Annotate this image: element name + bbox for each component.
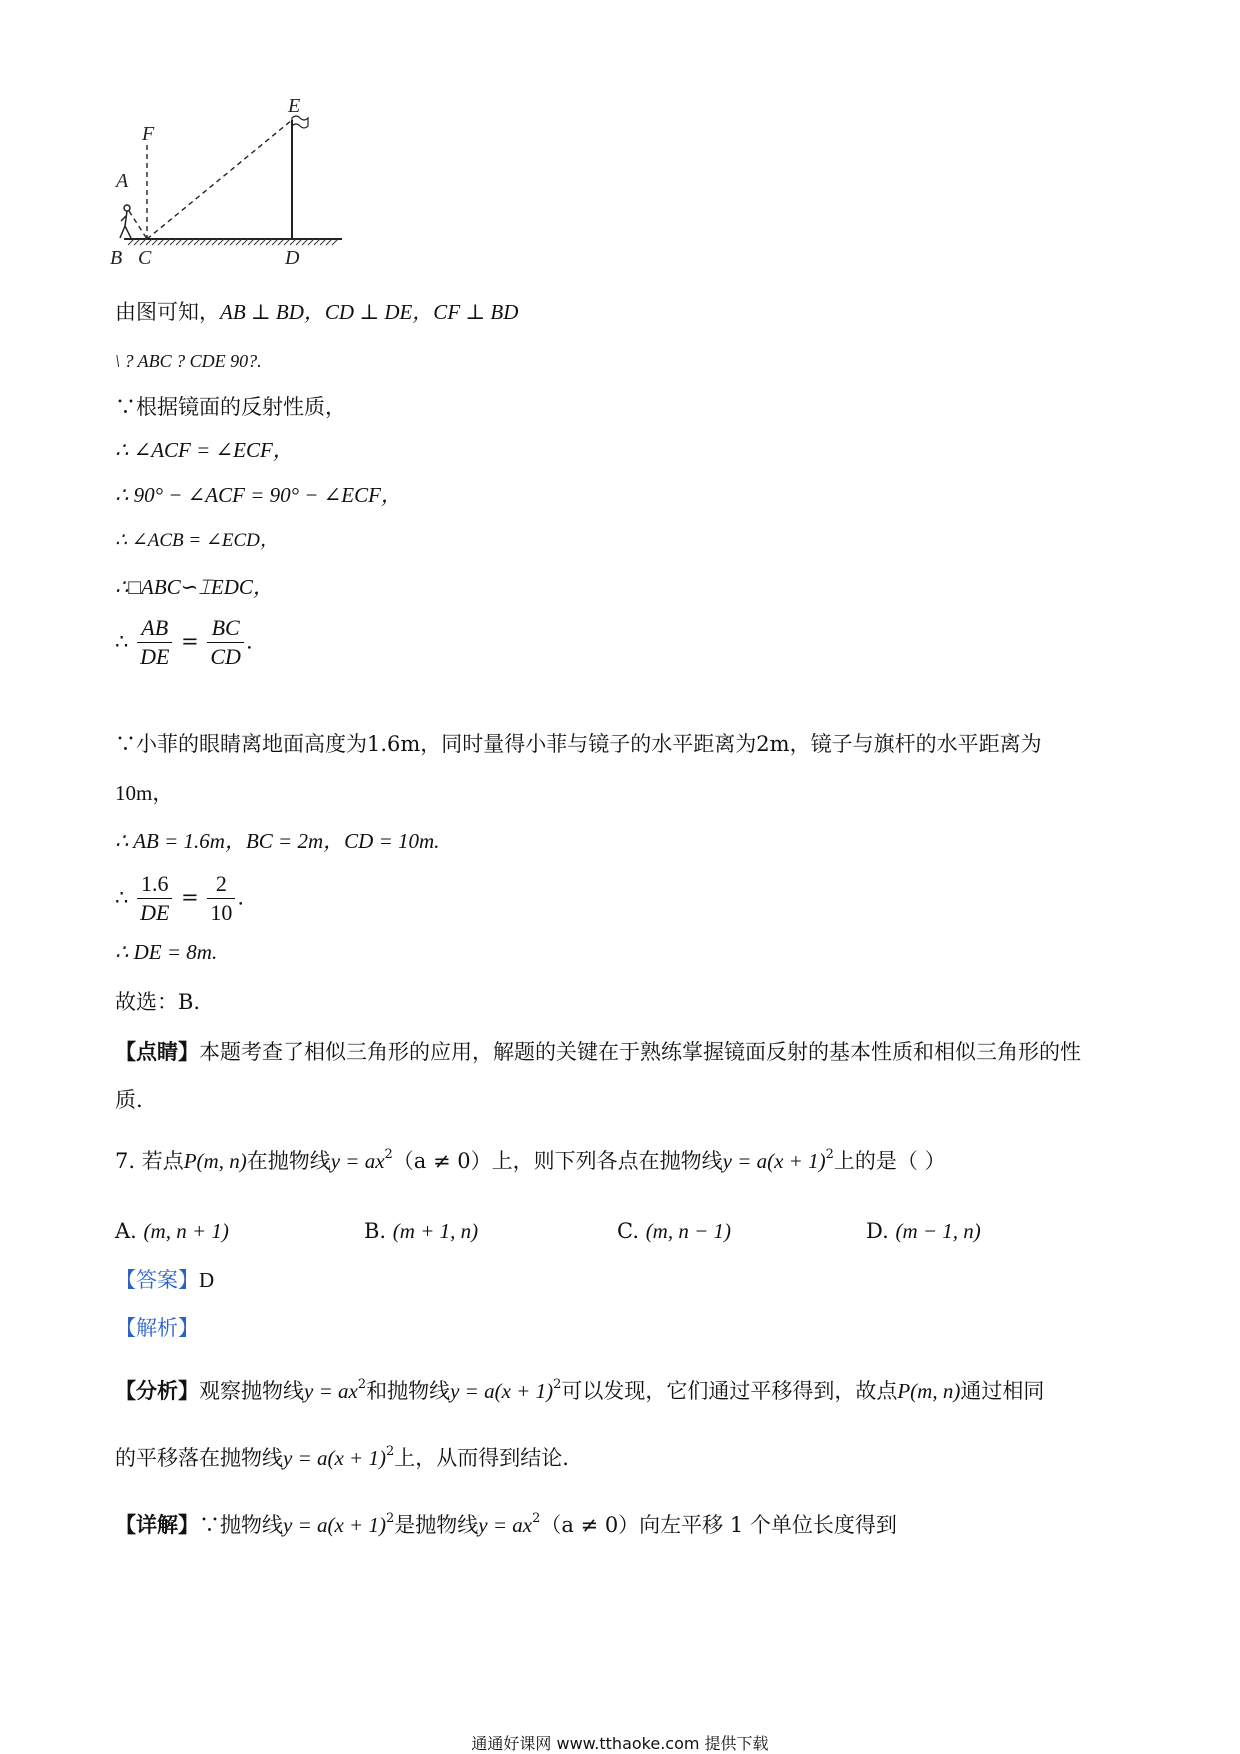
line-angle-acf-ecf: ∴ ∠ACF = ∠ECF， — [115, 438, 294, 462]
line-10m: 10m， — [115, 781, 174, 805]
line-complement-angles: ∴ 90° − ∠ACF = 90° − ∠ECF， — [115, 483, 402, 507]
page-footer: 通通好课网 www.tthaoke.com 提供下载 — [471, 1734, 769, 1753]
label-A: A — [116, 170, 129, 192]
line-angle-acb-ecd: ∴ ∠ACB = ∠ECD， — [115, 530, 279, 551]
line-given-distances: ∵小菲的眼睛离地面高度为1.6m，同时量得小菲与镜子的水平距离为2m，镜子与旗杆的水平距离为 — [115, 732, 1042, 756]
fraction-ab-de: $\frac{AB}{DE}$ — [137, 614, 172, 670]
line-dianjing-end: 质. — [115, 1088, 143, 1112]
text-from-figure: 由图可知， — [115, 300, 220, 324]
line-values: ∴ AB = 1.6m，BC = 2m，CD = 10m. — [115, 829, 440, 853]
line-de-result: ∴ DE = 8m. — [115, 940, 218, 964]
line-similar-triangles: ∴□ABC∽⌶EDC， — [115, 575, 274, 599]
analysis-tag: 【解析】 — [115, 1316, 199, 1340]
dianjing-text: 本题考查了相似三角形的应用，解题的关键在于熟练掌握镜面反射的基本性质和相似三角形的性 — [199, 1040, 1081, 1064]
fenxi-line-2: 的平移落在抛物线$y = a(x + 1)^2$上，从而得到结论. — [115, 1444, 569, 1470]
line-dianjing — [115, 1041, 1081, 1063]
flag-icon — [292, 116, 308, 128]
option-c[interactable]: C. (m, n − 1) — [617, 1219, 732, 1243]
option-d[interactable]: D. (m − 1, n) — [866, 1219, 981, 1243]
ray-AC — [129, 211, 147, 239]
label-C: C — [138, 247, 152, 269]
therefore-symbol-2: ∴ — [115, 885, 129, 910]
answer-line — [115, 1270, 214, 1291]
fraction-bc-cd: $\frac{BC}{CD}$ — [207, 614, 244, 670]
dianjing-tag: 【点睛】 — [115, 1039, 199, 1064]
xiangjie-line: 【详解】∵抛物线$y = a(x + 1)^2$是抛物线$y = ax^2(a \ne 0)$向左平移 1 个单位长度得到 — [115, 1511, 897, 1537]
therefore-symbol: ∴ — [115, 629, 129, 654]
math-perpendiculars: AB ⊥ BD，CD ⊥ DE，CF ⊥ BD — [220, 300, 519, 324]
line-choice-b: 故选：B. — [115, 990, 201, 1014]
option-b[interactable]: B. (m + 1, n) — [364, 1219, 479, 1243]
line-perpendiculars — [115, 302, 518, 323]
fraction-2-10: $\frac{2}{10}$ — [207, 870, 235, 926]
answer-tag: 【答案】 — [115, 1268, 199, 1292]
ray-CE — [147, 120, 292, 239]
geometry-figure — [110, 95, 352, 270]
fraction-1.6-de: $\frac{1.6}{DE}$ — [137, 870, 172, 926]
label-B: B — [110, 247, 123, 269]
answer-value: D — [199, 1268, 215, 1292]
line-ratio: ∴ $\frac{AB}{DE}$ = $\frac{BC}{CD}$ . — [115, 615, 253, 669]
line-reflection-property: ∵根据镜面的反射性质， — [115, 395, 346, 419]
option-a[interactable]: A. (m, n + 1) — [115, 1219, 229, 1243]
line-substituted-ratio: ∴ $\frac{1.6}{DE}$ = $\frac{2}{10}$ . — [115, 871, 245, 925]
label-E: E — [288, 95, 301, 117]
label-F: F — [142, 123, 155, 145]
label-D: D — [285, 247, 300, 269]
line-garbled-angles: \ ? ABC ? CDE 90?. — [115, 351, 262, 371]
question-7-stem: 7. 若点P(m, n)在抛物线$y = ax^2(a \ne 0)$上，则下列各点在抛物线$y = a(x + 1)^2$上的是（ ） — [115, 1147, 946, 1173]
fenxi-line-1: 【分析】观察抛物线$y = ax^2$和抛物线$y = a(x + 1)^2$可以发现，它们通过平移得到，故点P(m, n)通过相同 — [115, 1377, 1045, 1403]
person-figure — [120, 205, 131, 238]
